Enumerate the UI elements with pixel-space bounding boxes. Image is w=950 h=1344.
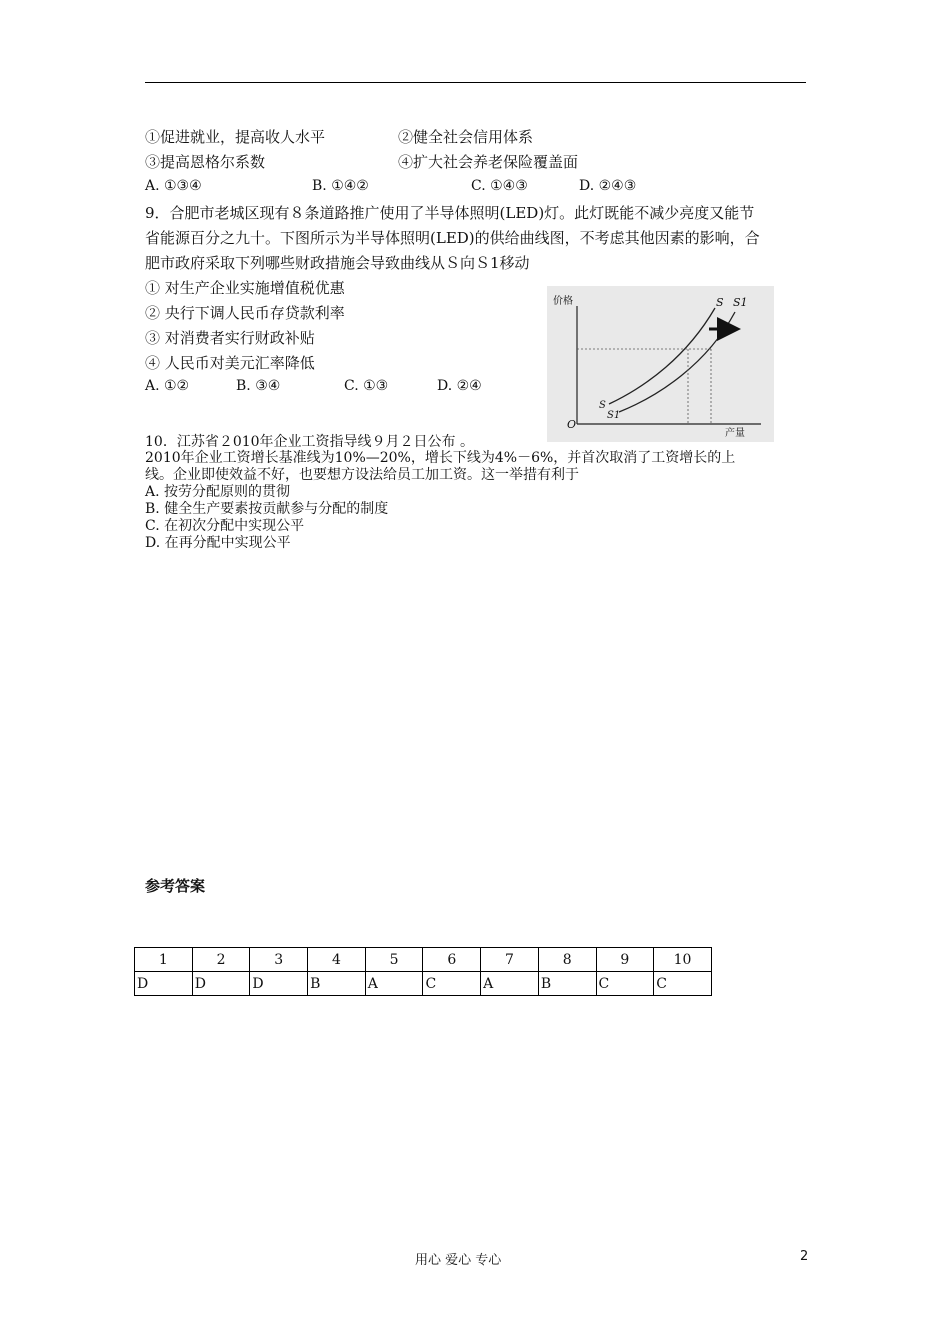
q9-option-c: C. ①③ xyxy=(344,378,389,394)
footer-motto: 用心 爱心 专心 xyxy=(415,1253,502,1268)
answer-number: 8 xyxy=(538,948,596,972)
q9-option-a: A. ①② xyxy=(145,378,190,394)
q10-option-c: C. 在初次分配中实现公平 xyxy=(145,518,305,534)
q8-item-2: ②健全社会信用体系 xyxy=(398,128,534,146)
q8-option-c: C. ①④③ xyxy=(471,178,528,194)
q8-option-a: A. ①③④ xyxy=(145,178,202,194)
q9-item-4: ④ 人民币对美元汇率降低 xyxy=(145,354,315,372)
answer-number: 7 xyxy=(481,948,539,972)
x-axis-label: 产量 xyxy=(725,428,745,439)
header-rule xyxy=(145,82,806,83)
y-axis-label: 价格 xyxy=(553,296,573,307)
answer-value: D xyxy=(192,972,250,996)
q10-option-b: B. 健全生产要素按贡献参与分配的制度 xyxy=(145,501,389,517)
answer-value: B xyxy=(308,972,366,996)
q9-item-1: ① 对生产企业实施增值税优惠 xyxy=(145,279,345,297)
answer-value-row xyxy=(135,972,712,996)
curve-s1-bottom-label: S1 xyxy=(607,410,621,421)
answer-number: 2 xyxy=(192,948,250,972)
answer-value: A xyxy=(481,972,539,996)
answer-number: 10 xyxy=(654,948,712,972)
answer-number: 4 xyxy=(308,948,366,972)
origin-label: O xyxy=(567,418,577,431)
q9-stem-line3: 肥市政府采取下列哪些财政措施会导致曲线从Ｓ向Ｓ1移动 xyxy=(145,254,530,272)
q10-stem-line2: 2010年企业工资增长基准线为10%—20%，增长下线为4%－6%，并首次取消了工资增长的上 xyxy=(145,450,736,466)
answer-number: 1 xyxy=(135,948,193,972)
q9-option-b: B. ③④ xyxy=(236,378,281,394)
answer-value: C xyxy=(423,972,481,996)
q8-item-1: ①促进就业，提高收人水平 xyxy=(145,128,326,146)
answer-number: 6 xyxy=(423,948,481,972)
supply-curve-figure xyxy=(547,286,774,442)
curve-s1 xyxy=(619,312,735,412)
q8-item-3: ③提高恩格尔系数 xyxy=(145,153,266,171)
q10-option-a: A. 按劳分配原则的贯彻 xyxy=(145,484,291,500)
q8-option-d: D. ②④③ xyxy=(579,178,637,194)
curve-s-top-label: S xyxy=(716,296,724,309)
q9-option-d: D. ②④ xyxy=(437,378,482,394)
answer-table xyxy=(134,947,712,996)
q9-stem-line1: 9．合肥市老城区现有８条道路推广使用了半导体照明(LED)灯。此灯既能不减少亮度又能节 xyxy=(145,204,755,222)
q10-stem-line3: 线。企业即使效益不好，也要想方设法给员工加工资。这一举措有利于 xyxy=(145,467,579,483)
curve-s1-top-label: S1 xyxy=(733,296,748,309)
answer-number: 3 xyxy=(250,948,308,972)
q9-stem-line2: 省能源百分之九十。下图所示为半导体照明(LED)的供给曲线图，不考虑其他因素的影响，合 xyxy=(145,229,760,247)
answer-number-row xyxy=(135,948,712,972)
page-number: 2 xyxy=(800,1249,809,1264)
answer-number: 9 xyxy=(596,948,654,972)
curve-s-bottom-label: S xyxy=(599,400,606,411)
answer-value: D xyxy=(135,972,193,996)
answer-value: C xyxy=(596,972,654,996)
q10-option-d: D. 在再分配中实现公平 xyxy=(145,535,291,551)
answers-heading: 参考答案 xyxy=(145,877,206,895)
answer-value: D xyxy=(250,972,308,996)
answer-value: C xyxy=(654,972,712,996)
supply-curve-svg xyxy=(547,286,774,442)
q8-item-4: ④扩大社会养老保险覆盖面 xyxy=(398,153,579,171)
answer-value: B xyxy=(538,972,596,996)
answer-value: A xyxy=(365,972,423,996)
q9-item-2: ② 央行下调人民币存贷款利率 xyxy=(145,304,345,322)
q9-item-3: ③ 对消费者实行财政补贴 xyxy=(145,329,315,347)
q10-stem-line1: 10．江苏省２010年企业工资指导线９月２日公布 。 xyxy=(145,434,474,450)
q8-option-b: B. ①④② xyxy=(312,178,369,194)
answer-number: 5 xyxy=(365,948,423,972)
